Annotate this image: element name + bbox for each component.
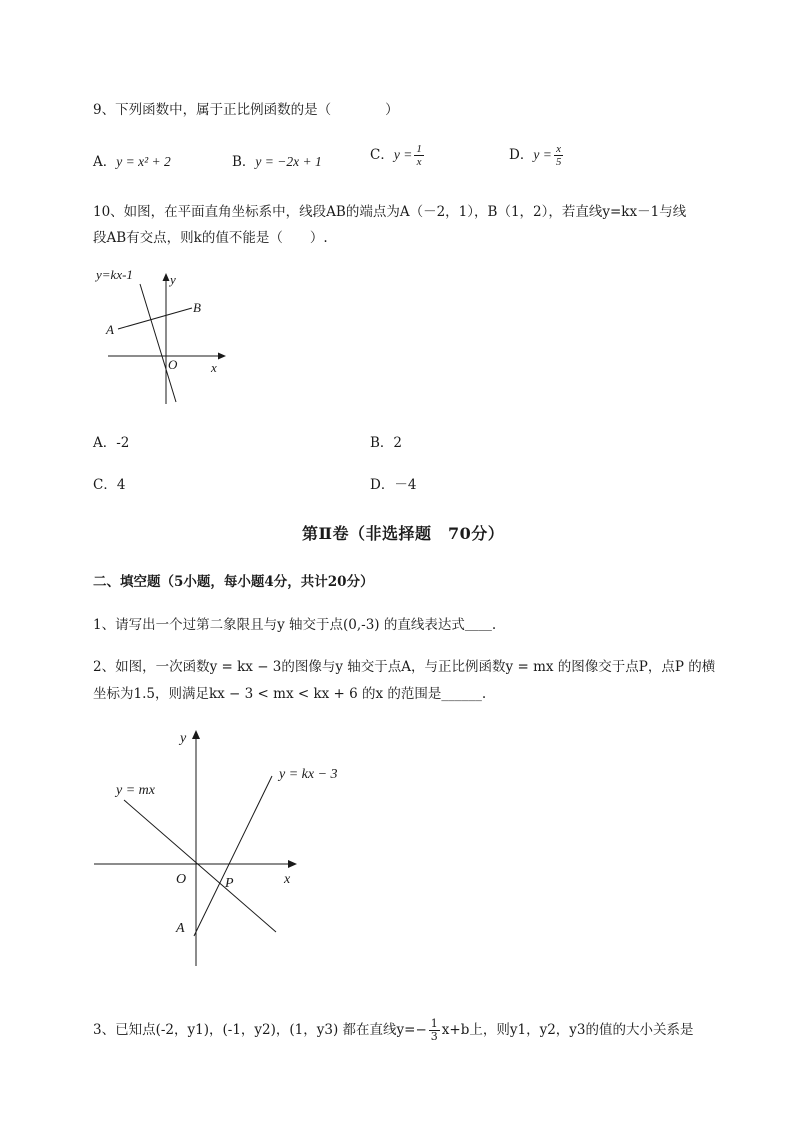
origin-label: O xyxy=(176,872,187,887)
segment-ab xyxy=(118,308,192,329)
line-label: y=kx-1 xyxy=(96,267,133,282)
q9-option-a: A．y = x² + 2 xyxy=(93,154,171,170)
x-axis-arrow xyxy=(218,353,226,360)
point-a-label: A xyxy=(106,322,114,337)
q9-option-d: D．y = $\frac{x}{5}$ xyxy=(509,143,562,168)
q10-option-c: C．4 xyxy=(93,477,126,493)
fraction: $\frac{1}{3}$ xyxy=(430,1017,438,1043)
line-kx-minus-1 xyxy=(140,284,176,402)
point-b-label: B xyxy=(193,300,201,315)
y-axis-arrow xyxy=(163,273,170,281)
y-axis-arrow xyxy=(192,730,200,739)
q10-line1: 10、如图，在平面直角坐标系中，线段AB的端点为A（－2，1），B（1，2），若直线y=kx－1与线 xyxy=(93,204,687,220)
section-title: 第Ⅱ卷（非选择题 70分） xyxy=(302,524,505,543)
q10-option-a: A．-2 xyxy=(93,435,130,451)
q10-option-d: D．－4 xyxy=(370,477,417,493)
fill1-text: 1、请写出一个过第二象限且与y 轴交于点(0,-3) 的直线表达式＿＿. xyxy=(93,617,497,633)
line-mx xyxy=(124,800,276,932)
fill2-figure xyxy=(88,726,348,971)
line-mx-label: y = mx xyxy=(116,783,155,798)
x-axis-arrow xyxy=(288,860,297,868)
y-axis-label: y xyxy=(170,272,176,287)
q10-line2: 段AB有交点，则k的值不能是（ ）. xyxy=(93,230,328,246)
x-axis-label: x xyxy=(284,872,291,887)
line-kx-label: y = kx − 3 xyxy=(279,767,338,782)
y-axis-label: y xyxy=(180,731,187,746)
q10-option-b: B．2 xyxy=(370,435,403,451)
point-a-label: A xyxy=(176,921,185,936)
line-kx-minus-3 xyxy=(194,776,272,936)
fraction: $\frac{1}{x}$ xyxy=(416,143,422,168)
fill2-line2: 坐标为1.5，则满足kx − 3 < mx < kx + 6 的x 的范围是______. xyxy=(93,686,487,702)
q9-option-b: B．y = −2x + 1 xyxy=(232,154,322,170)
section-heading: 二、填空题（5小题，每小题4分，共计20分） xyxy=(93,574,374,590)
fraction: $\frac{x}{5}$ xyxy=(555,143,562,168)
q9-option-c: C．y = $\frac{1}{x}$ xyxy=(370,143,422,168)
point-p-label: P xyxy=(225,876,234,891)
origin-label: O xyxy=(168,357,178,372)
fill2-line1: 2、如图，一次函数y = kx − 3的图像与y 轴交于点A，与正比例函数y = mx 的图像交于点P，点P 的横 xyxy=(93,659,716,675)
q9-stem: 9、下列函数中，属于正比例函数的是（ ） xyxy=(93,102,399,118)
x-axis-label: x xyxy=(211,360,217,375)
fill3-text: 3、已知点(-2，y1)，(-1，y2)，(1，y3) 都在直线y=− $\frac{1}{3}$ x+b上，则y1，y2，y3的值的大小关系是 xyxy=(93,1017,694,1043)
q10-figure xyxy=(90,262,240,412)
